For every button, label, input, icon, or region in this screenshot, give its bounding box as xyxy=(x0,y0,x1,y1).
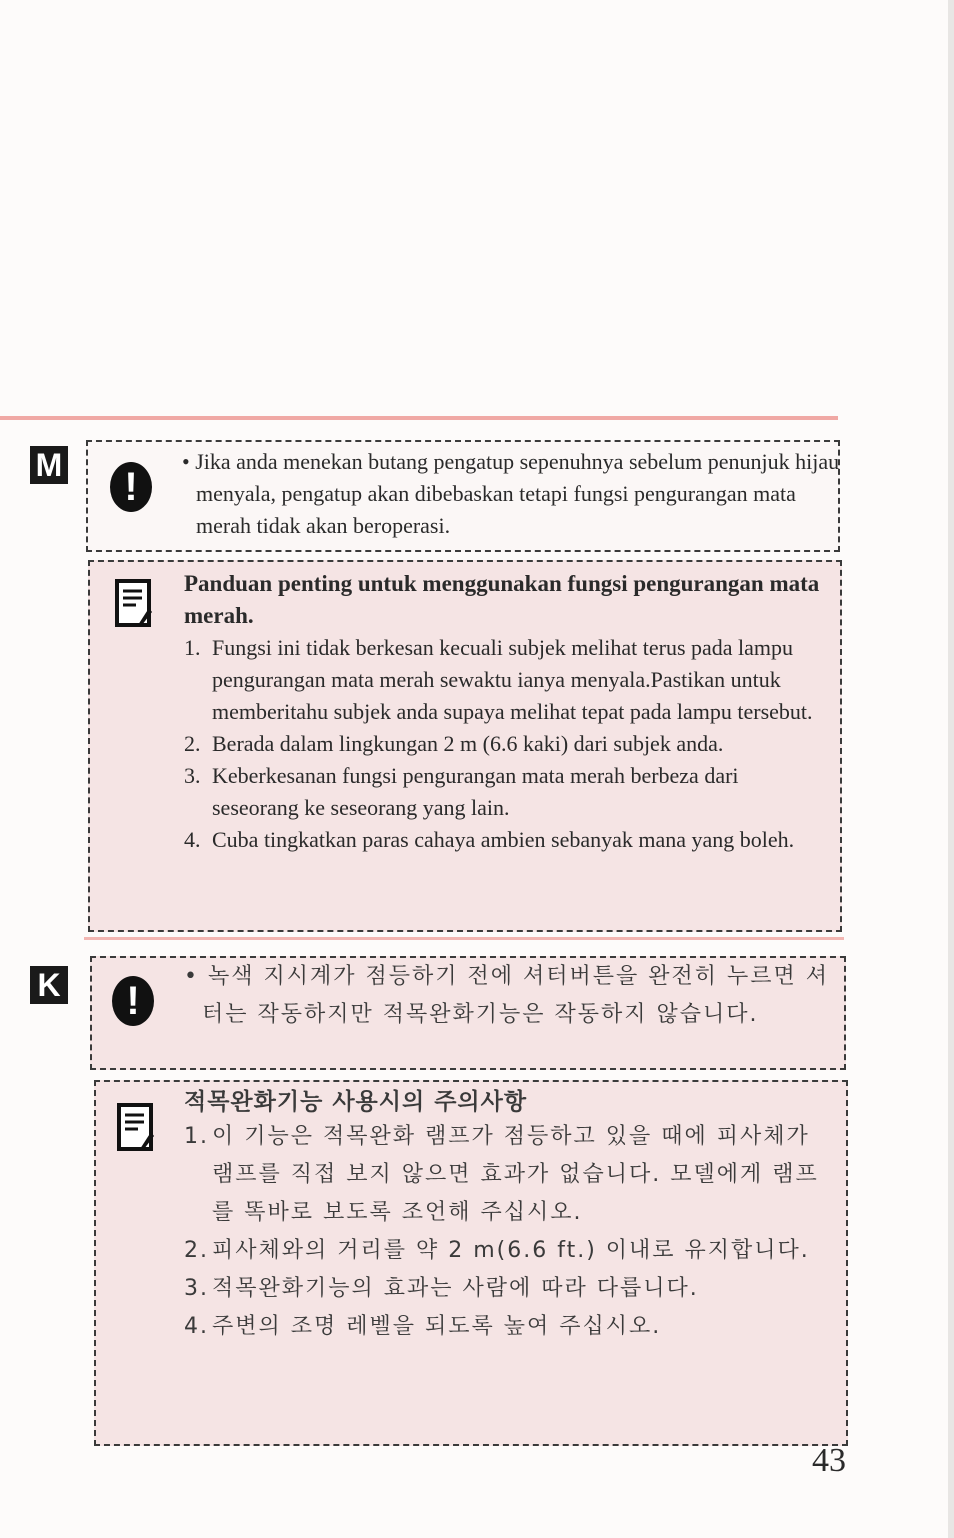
caution-icon: ! xyxy=(112,976,154,1026)
section-rule-top xyxy=(0,416,838,420)
list-item: 1. Fungsi ini tidak berkesan kecuali subjek melihat terus pada lampu pengurangan mata merah sewaktu ianya menyala.Pastikan untuk memberitahu subjek anda supaya melihat tepat pada lampu tersebut. xyxy=(184,635,813,724)
caution-text-korean: • 녹색 지시계가 점등하기 전에 셔터버튼을 완전히 누르면 셔터는 작동하지만 적목완화기능은 작동하지 않습니다. xyxy=(184,964,829,1027)
caution-box-korean xyxy=(90,956,846,1070)
memo-icon xyxy=(116,1102,156,1152)
list-item: 4. Cuba tingkatkan paras cahaya ambien sebanyak mana yang boleh. xyxy=(184,827,795,852)
list-item: 3. Keberkesanan fungsi pengurangan mata merah berbeza dari seseorang ke seseorang yang lain. xyxy=(184,763,739,820)
list-item: 2. 피사체와의 거리를 약 2 m(6.6 ft.) 이내로 유지합니다. xyxy=(184,1238,810,1263)
list-item: 4. 주변의 조명 레벨을 되도록 높여 주십시오. xyxy=(184,1314,662,1339)
caution-text-malay: • Jika anda menekan butang pengatup sepenuhnya sebelum penunjuk hijau menyala, pengatup akan dibebaskan tetapi fungsi pengurangan mata merah tidak akan beroperasi. xyxy=(182,449,840,538)
list-item: 2. Berada dalam lingkungan 2 m (6.6 kaki) dari subjek anda. xyxy=(184,731,724,756)
caution-icon: ! xyxy=(110,462,152,512)
page-number: 43 xyxy=(812,1442,846,1479)
memo-title-korean: 적목완화기능 사용시의 주의사항 xyxy=(184,1089,528,1115)
language-badge-malay: M xyxy=(30,446,68,484)
memo-box-korean xyxy=(94,1080,848,1446)
list-item: 1. 이 기능은 적목완화 램프가 점등하고 있을 때에 피사체가 램프를 직접 보지 않으면 효과가 없습니다. 모델에게 램프를 똑바로 보도록 조언해 주십시오. xyxy=(184,1124,819,1225)
list-item: 3. 적목완화기능의 효과는 사람에 따라 다릅니다. xyxy=(184,1276,699,1301)
memo-icon xyxy=(114,578,154,628)
page-edge xyxy=(948,0,954,1538)
memo-title-malay: Panduan penting untuk menggunakan fungsi pengurangan mata merah. xyxy=(184,571,820,628)
language-badge-korean: K xyxy=(30,966,68,1004)
section-rule-middle xyxy=(84,937,844,940)
caution-box-malay xyxy=(86,440,840,552)
memo-box-malay xyxy=(88,560,842,932)
